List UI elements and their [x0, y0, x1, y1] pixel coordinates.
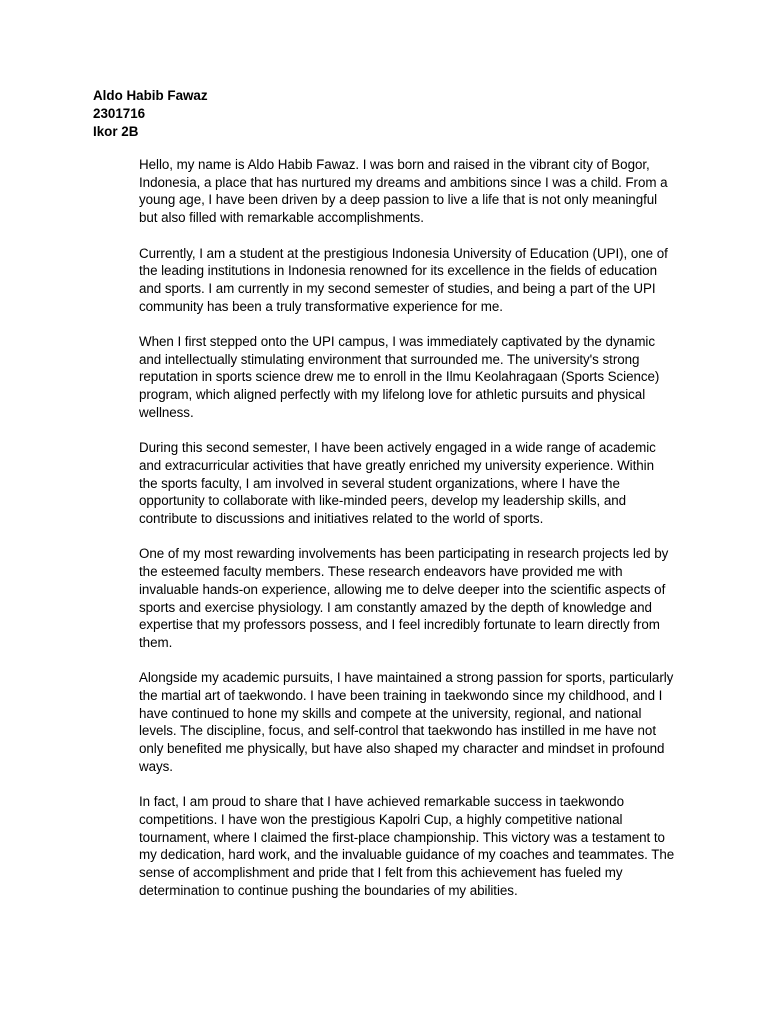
student-id: 2301716 — [93, 105, 146, 121]
paragraph-4: During this second semester, I have been actively engaged in a wide range of academic and extracurricular activities that have greatly enriched my university experience. Within the sports faculty, I am involved in several student organizations, where I have the opportunity to collaborate with like-minded peers, develop my leadership skills, and contribute to discussions and initiatives related to the world of sports. — [139, 440, 656, 527]
paragraph-6: Alongside my academic pursuits, I have maintained a strong passion for sports, particularly the martial art of taekwondo. I have been training in taekwondo since my childhood, and I have continued to hone my skills and compete at the university, regional, and national levels. The discipline, focus, and self-control that taekwondo has instilled in me have not only benefited me physically, but have also shaped my character and mindset in profound ways. — [139, 670, 674, 774]
author-name: Aldo Habib Fawaz — [93, 88, 208, 103]
document-header — [93, 87, 493, 140]
paragraph-7: In fact, I am proud to share that I have achieved remarkable success in taekwondo competitions. I have won the prestigious Kapolri Cup, a highly competitive national tournament, where I claimed the first-place championship. This victory was a testament to my dedication, hard work, and the invaluable guidance of my coaches and teammates. The sense of accomplishment and pride that I felt from this achievement has fueled my determination to continue pushing the boundaries of my abilities. — [139, 794, 675, 898]
paragraph-3: When I first stepped onto the UPI campus, I was immediately captivated by the dynamic and intellectually stimulating environment that surrounded me. The university's strong reputation in sports science drew me to enroll in the Ilmu Keolahragaan (Sports Science) program, which aligned perfectly with my lifelong love for athletic pursuits and physical wellness. — [139, 334, 660, 420]
paragraph-5: One of my most rewarding involvements has been participating in research projects led by the esteemed faculty members. These research endeavors have provided me with invaluable hands-on experience, allowing me to delve deeper into the scientific aspects of sports and exercise physiology. I am constantly amazed by the depth of knowledge and expertise that my professors possess, and I feel incredibly fortunate to learn directly from them. — [139, 546, 669, 650]
class-name: Ikor 2B — [93, 123, 139, 139]
document-body — [139, 156, 676, 917]
paragraph-2: Currently, I am a student at the prestigious Indonesia University of Education (UPI), one of the leading institutions in Indonesia renowned for its excellence in the fields of education and sports. I am currently in my second semester of studies, and being a part of the UPI community has been a truly transformative experience for me. — [139, 245, 668, 314]
paragraph-1: Hello, my name is Aldo Habib Fawaz. I was born and raised in the vibrant city of Bogor, Indonesia, a place that has nurtured my dreams and ambitions since I was a child. From a young age, I have been driven by a deep passion to live a life that is not only meaningful but also filled with remarkable accomplishments. — [139, 157, 668, 226]
